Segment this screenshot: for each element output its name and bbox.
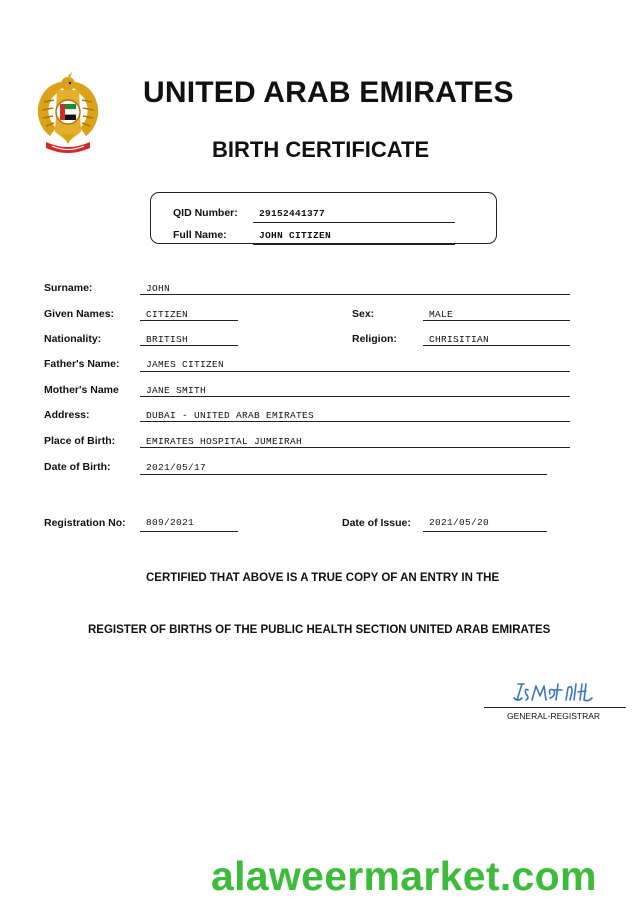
certification-line-1: CERTIFIED THAT ABOVE IS A TRUE COPY OF AN ENTRY IN THE — [146, 572, 500, 584]
given-names-underline — [140, 320, 238, 321]
surname-label: Surname: — [44, 282, 93, 294]
address-underline — [140, 421, 570, 422]
certification-line-2: REGISTER OF BIRTHS OF THE PUBLIC HEALTH SECTION UNITED ARAB EMIRATES — [88, 624, 551, 636]
mother-name-label: Mother's Name — [44, 384, 119, 396]
full-name-label: Full Name: — [173, 229, 227, 241]
father-name-value: JAMES CITIZEN — [146, 359, 225, 370]
date-of-issue-label: Date of Issue: — [342, 517, 411, 529]
document-subtitle: BIRTH CERTIFICATE — [212, 137, 430, 162]
full-name-underline — [253, 244, 455, 245]
watermark-text: alaweermarket.com — [211, 853, 597, 899]
mother-name-value: JANE SMITH — [146, 385, 207, 396]
nationality-value: BRITISH — [146, 334, 189, 345]
religion-label: Religion: — [352, 333, 397, 345]
date-of-issue-underline — [423, 531, 547, 532]
address-value: DUBAI - UNITED ARAB EMIRATES — [146, 410, 315, 421]
place-of-birth-underline — [140, 447, 570, 448]
qid-underline — [253, 222, 455, 223]
full-name-value: JOHN CITIZEN — [259, 230, 332, 241]
sex-underline — [423, 320, 570, 321]
mother-name-underline — [140, 396, 570, 397]
date-of-birth-label: Date of Birth: — [44, 461, 111, 473]
uae-emblem — [32, 72, 104, 156]
father-name-underline — [140, 371, 570, 372]
place-of-birth-label: Place of Birth: — [44, 435, 116, 447]
father-name-label: Father's Name: — [44, 358, 120, 370]
uae-falcon-emblem-icon — [32, 72, 104, 156]
signature-scribble-icon — [512, 678, 598, 706]
date-of-birth-underline — [140, 474, 547, 475]
qid-value: 29152441377 — [259, 208, 326, 219]
qid-label: QID Number: — [173, 207, 238, 219]
given-names-value: CITIZEN — [146, 309, 189, 320]
given-names-label: Given Names: — [44, 308, 115, 320]
general-registrar-label: GENERAL-REGISTRAR — [507, 711, 601, 721]
surname-underline — [140, 294, 570, 295]
nationality-label: Nationality: — [44, 333, 102, 345]
page-title: UNITED ARAB EMIRATES — [143, 76, 514, 109]
registration-no-label: Registration No: — [44, 517, 126, 529]
religion-value: CHRISITIAN — [429, 334, 490, 345]
sex-label: Sex: — [352, 308, 375, 320]
date-of-issue-value: 2021/05/20 — [429, 517, 490, 528]
sex-value: MALE — [429, 309, 454, 320]
registrar-signature — [512, 678, 598, 706]
address-label: Address: — [44, 409, 90, 421]
signature-line — [484, 707, 626, 708]
registration-no-value: 809/2021 — [146, 517, 195, 528]
surname-value: JOHN — [146, 283, 171, 294]
religion-underline — [423, 345, 570, 346]
registration-no-underline — [140, 531, 238, 532]
place-of-birth-value: EMIRATES HOSPITAL JUMEIRAH — [146, 436, 303, 447]
date-of-birth-value: 2021/05/17 — [146, 462, 207, 473]
nationality-underline — [140, 345, 238, 346]
